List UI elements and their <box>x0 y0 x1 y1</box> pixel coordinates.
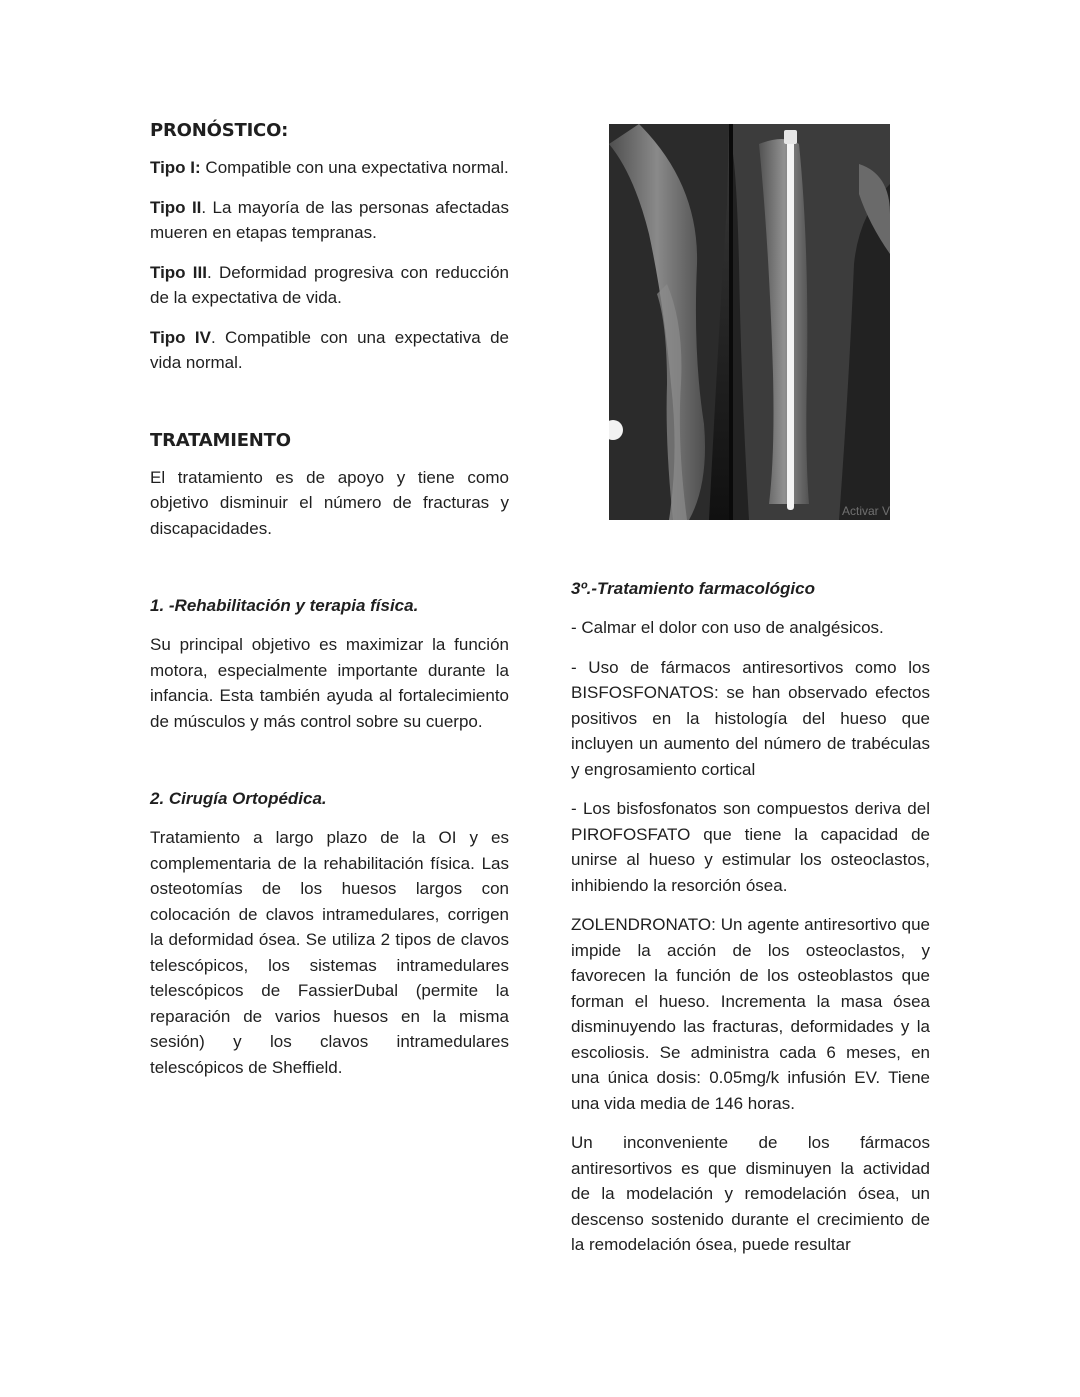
cirugia-heading: 2. Cirugía Ortopédica. <box>150 789 327 808</box>
right-column <box>571 576 930 1272</box>
tipo-4-paragraph <box>150 325 509 376</box>
tratamiento-intro: El tratamiento es de apoyo y tiene como objetivo disminuir el número de fracturas y discapacidades. <box>150 467 509 538</box>
tipo-4-label: Tipo IV <box>150 327 211 347</box>
tipo-2-label: Tipo II <box>150 197 202 217</box>
farmaco-paragraph-5: Un inconveniente de los fármacos antiresortivos es que disminuyen la actividad de la modelación y remodelación ósea, un descenso sostenido durante el crecimiento de la remodelación ósea, puede resultar <box>571 1133 930 1254</box>
farmaco-paragraph-3: - Los bisfosfonatos son compuestos deriva del PIROFOSFATO que tiene la capacidad de unirse al hueso y estimular los osteoclastos, inhibiendo la resorción ósea. <box>571 799 930 895</box>
tipo-3-text: . Deformidad progresiva con reducción de la expectativa de vida. <box>150 262 510 307</box>
rehab-text: Su principal objetivo es maximizar la función motora, especialmente importante durante la infancia. Esta también ayuda al fortalecimiento de músculos y más control sobre su cuerpo. <box>150 635 509 731</box>
tipo-1-paragraph <box>150 155 509 181</box>
tratamiento-heading: TRATAMIENTO <box>150 429 291 451</box>
tipo-1-text: Compatible con una expectativa normal. <box>200 158 509 177</box>
rehab-heading: 1. -Rehabilitación y terapia física. <box>150 596 419 615</box>
pronostico-heading: PRONÓSTICO: <box>150 120 289 141</box>
cirugia-text: Tratamiento a largo plazo de la OI y es complementaria de la rehabilitación física. Las osteotomías de los huesos largos con colocación de clavos intramedulares, corrigen la deformidad ósea. Se utiliza 2 tipos de clavos telescópicos, los sistemas intramedulares telescópicos de FassierDubal (permite la reparación de varios huesos en la misma sesión) y los clavos intramedulares telescópicos de Sheffield. <box>150 828 509 1077</box>
tipo-3-label: Tipo III <box>150 262 207 282</box>
tipo-2-paragraph <box>150 195 509 246</box>
farmaco-paragraph-4: ZOLENDRONATO: Un agente antiresortivo que impide la acción de los osteoclastos, y favorecen la función de los osteoblastos que forman el hueso. Incrementa la masa ósea disminuyendo las fracturas, deformidades y la escoliosis. Se administra cada 6 meses, en una única dosis: 0.05mg/k infusión EV. Tiene una vida media de 146 horas. <box>571 915 930 1113</box>
tipo-3-paragraph <box>150 260 509 311</box>
tipo-4-text: . Compatible con una expectativa de vida normal. <box>150 327 509 372</box>
image-watermark: Activar V <box>841 504 890 518</box>
xray-illustration <box>609 124 890 520</box>
xray-image <box>609 124 890 520</box>
farmaco-paragraph-2: - Uso de fármacos antiresortivos como los BISFOSFONATOS: se han observado efectos positivos en la histología del hueso que incluyen un aumento del número de trabéculas y engrosamiento cortical <box>571 657 930 779</box>
tipo-1-label: Tipo I: <box>150 158 201 177</box>
tipo-2-text: . La mayoría de las personas afectadas mueren en etapas tempranas. <box>150 197 509 242</box>
farmaco-heading: 3º.-Tratamiento farmacológico <box>571 579 815 598</box>
farmaco-paragraph-1: - Calmar el dolor con uso de analgésicos. <box>571 618 884 637</box>
intramedullary-rod <box>787 136 794 510</box>
left-column <box>150 120 509 1094</box>
